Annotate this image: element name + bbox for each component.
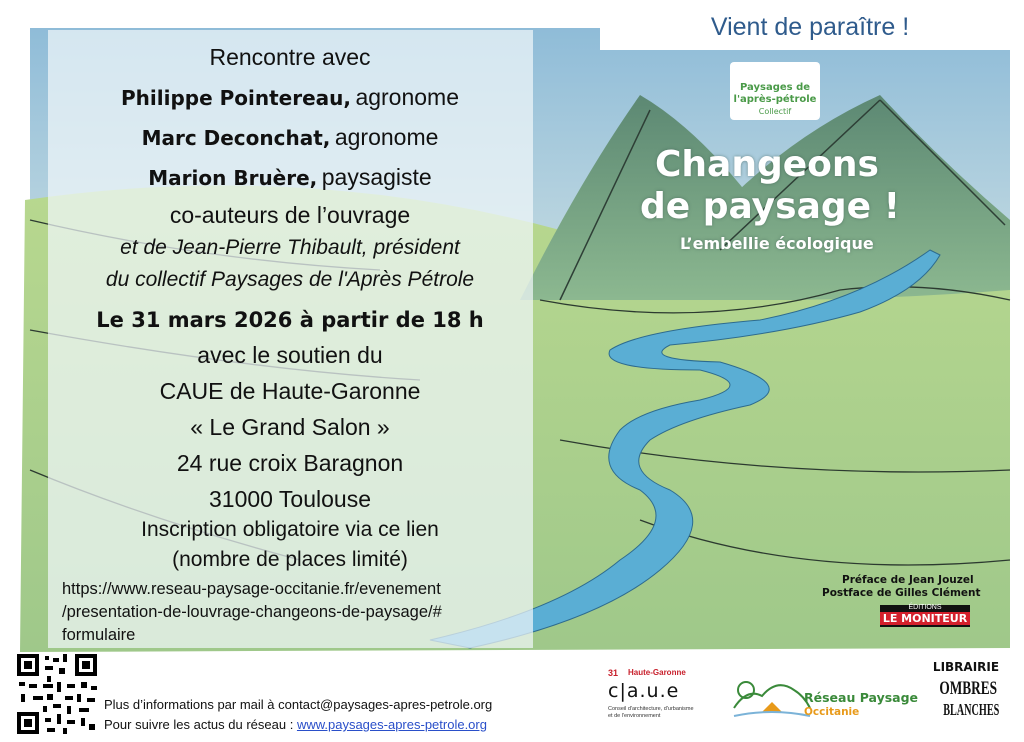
caue-name: c|a.u.e	[608, 680, 680, 702]
collective-logo-line-1: Paysages de	[739, 82, 811, 93]
registration-url-1[interactable]: https://www.reseau-paysage-occitanie.fr/evenement	[62, 580, 441, 598]
publisher-name: LE MONITEUR	[880, 612, 970, 625]
collective-logo-line-2: l'après-pétrole	[733, 94, 817, 105]
qr-code-icon[interactable]	[17, 654, 97, 734]
speaker-3-name: Marion Bruère,	[148, 166, 318, 190]
footer-mail[interactable]: contact@paysages-apres-petrole.org	[278, 697, 493, 712]
venue-name: « Le Grand Salon »	[190, 414, 390, 440]
speaker-3	[50, 164, 530, 191]
speaker-2-role: agronome	[334, 124, 439, 150]
librairie-label: LIBRAIRIE	[932, 660, 1000, 674]
inscription-line-2: (nombre de places limité)	[172, 548, 408, 571]
footer-mail-line	[104, 697, 492, 712]
registration-url-3[interactable]: formulaire	[62, 626, 136, 644]
footer-mail-prefix: Plus d’informations par mail à	[104, 697, 279, 712]
reseau-paysage-logo	[732, 668, 812, 728]
caue-dept: Haute-Garonne	[628, 668, 686, 677]
announcement-box	[600, 4, 1020, 50]
ombres-label: OMBRES	[939, 678, 998, 699]
speaker-1-name: Philippe Pointereau,	[120, 86, 351, 110]
caue-desc-2: et de l'environnement	[608, 713, 661, 719]
book-subtitle: L’embellie écologique	[680, 234, 874, 253]
footer-site-line	[104, 717, 487, 732]
book-preface: Préface de Jean Jouzel	[842, 574, 974, 586]
collective-logo	[730, 62, 820, 120]
support-line-1: avec le soutien du	[197, 342, 383, 368]
book-title-line-1: Changeons	[655, 144, 879, 185]
book-postface: Postface de Gilles Clément	[822, 587, 981, 599]
caue-logo	[606, 668, 716, 738]
president-line-2: du collectif Paysages de l'Après Pétrole	[105, 268, 475, 291]
venue-street: 24 rue croix Baragnon	[176, 450, 404, 476]
event-date: Le 31 mars 2026 à partir de 18 h	[96, 308, 484, 332]
president-line-1: et de Jean-Pierre Thibault, président	[120, 236, 460, 259]
venue-city: 31000 Toulouse	[209, 486, 371, 512]
speaker-2-name: Marc Deconchat,	[141, 126, 331, 150]
event-intro: Rencontre avec	[209, 44, 371, 70]
book-title-line-2: de paysage !	[640, 186, 900, 227]
support-line-2: CAUE de Haute-Garonne	[159, 378, 421, 404]
speaker-2	[50, 124, 530, 151]
reseau-region: Occitanie	[804, 706, 860, 718]
publisher-top: ÉDITIONS	[908, 604, 942, 611]
speaker-3-role: paysagiste	[321, 164, 432, 190]
footer-site-link[interactable]: www.paysages-apres-petrole.org	[296, 717, 487, 732]
librairie-logo	[928, 660, 1004, 738]
caue-number: 31	[608, 668, 619, 678]
collective-logo-line-3: Collectif	[758, 107, 792, 116]
speaker-1	[50, 84, 530, 111]
coauthors-line: co-auteurs de l’ouvrage	[169, 202, 411, 228]
blanches-label: BLANCHES	[943, 700, 1000, 719]
announcement-text: Vient de paraître !	[710, 13, 910, 41]
footer-site-prefix: Pour suivre les actus du réseau :	[104, 717, 297, 732]
caue-desc-1: Conseil d'architecture, d'urbanisme	[608, 706, 694, 712]
reseau-name: Réseau Paysage	[804, 690, 919, 705]
inscription-line-1: Inscription obligatoire via ce lien	[141, 518, 439, 541]
speaker-1-role: agronome	[355, 84, 460, 110]
registration-url-2[interactable]: /presentation-de-louvrage-changeons-de-paysage/#	[62, 603, 442, 621]
